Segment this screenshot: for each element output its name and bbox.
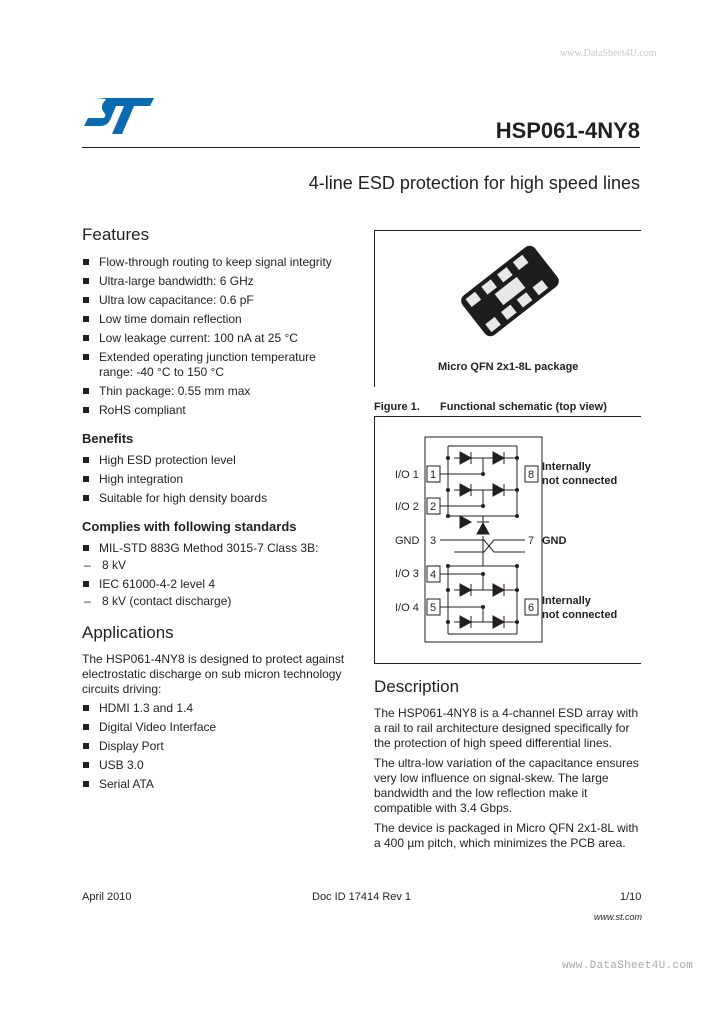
pin-label-io4: I/O 4 <box>395 602 419 614</box>
benefits-list <box>82 453 352 510</box>
document-subtitle: 4-line ESD protection for high speed lines <box>308 173 640 193</box>
description-paragraph-3: The device is packaged in Micro QFN 2x1-8L with a 400 µm pitch, which minimizes the PCB area. <box>374 821 639 850</box>
pin-number: 8 <box>528 469 535 481</box>
list-item: Extended operating junction temperature range: -40 °C to 150 °C <box>82 350 352 380</box>
list-item: Serial ATA <box>82 777 352 792</box>
footer-page-number: 1/10 <box>620 891 642 903</box>
list-item: Digital Video Interface <box>82 720 352 735</box>
applications-intro: The HSP061-4NY8 is designed to protect against electrostatic discharge on sub micron technology circuits driving: <box>82 652 345 696</box>
list-item: Suitable for high density boards <box>82 491 352 506</box>
description-heading: Description <box>374 677 460 696</box>
list-item: Ultra low capacitance: 0.6 pF <box>82 293 352 308</box>
features-list <box>82 255 352 422</box>
functional-schematic <box>374 416 640 662</box>
part-number: HSP061-4NY8 <box>495 118 640 143</box>
pin-number: 7 <box>528 535 535 547</box>
pin-label-io1: I/O 1 <box>395 469 419 481</box>
pin-number: 1 <box>430 469 437 481</box>
standard-sub-item: – 8 kV (contact discharge) <box>84 594 232 608</box>
pin-label-io2: I/O 2 <box>395 501 419 513</box>
pin-label-gnd-right: GND <box>542 535 567 547</box>
pin-number: 4 <box>430 569 437 581</box>
list-item: Ultra-large bandwidth: 6 GHz <box>82 274 352 289</box>
applications-heading: Applications <box>82 623 174 642</box>
pin-label-io3: I/O 3 <box>395 568 419 580</box>
watermark-bottom: www.DataSheet4U.com <box>562 960 694 972</box>
standard-sub-item: – 8 kV <box>84 558 127 572</box>
description-paragraph-1: The HSP061-4NY8 is a 4-channel ESD array with a rail to rail architecture designed specifically for the protection of high speed differential lines. <box>374 706 639 750</box>
list-item: Flow-through routing to keep signal integrity <box>82 255 352 270</box>
pin-number: 3 <box>430 535 437 547</box>
pin-label-nc-bot-1: Internally <box>542 595 591 607</box>
list-item: Thin package: 0.55 mm max <box>82 384 352 399</box>
description-paragraph-2: The ultra-low variation of the capacitance ensures very low influence on signal-skew. The large bandwidth and the low reflection make it compatible with 3.4 Gbps. <box>374 756 639 815</box>
pin-label-nc-top-2: not connected <box>542 475 618 487</box>
pin-label-nc-bot-2: not connected <box>542 609 618 621</box>
package-caption: Micro QFN 2x1-8L package <box>438 361 579 373</box>
list-item: IEC 61000-4-2 level 4 <box>82 577 352 592</box>
list-item: High ESD protection level <box>82 453 352 468</box>
list-item: HDMI 1.3 and 1.4 <box>82 701 352 716</box>
pin-number: 6 <box>528 602 535 614</box>
header-rule <box>82 147 640 148</box>
benefits-heading: Benefits <box>82 431 134 446</box>
figure-title: Functional schematic (top view) <box>440 401 607 413</box>
figure-number: Figure 1. <box>374 401 420 413</box>
list-item: Low leakage current: 100 nA at 25 °C <box>82 331 352 346</box>
st-logo <box>82 96 156 136</box>
footer-url-link[interactable]: www.st.com <box>594 912 643 922</box>
features-heading: Features <box>82 225 150 244</box>
list-item: Display Port <box>82 739 352 754</box>
list-item: Low time domain reflection <box>82 312 352 327</box>
applications-list <box>82 701 352 796</box>
figure-caption <box>374 401 607 413</box>
list-item: USB 3.0 <box>82 758 352 773</box>
list-item: RoHS compliant <box>82 403 352 418</box>
pin-label-gnd: GND <box>395 535 420 547</box>
watermark-top: www.DataSheet4U.com <box>560 48 657 59</box>
footer-date: April 2010 <box>82 891 132 903</box>
package-image <box>450 244 570 338</box>
pin-number: 2 <box>430 501 437 513</box>
list-item: High integration <box>82 472 352 487</box>
pin-number: 5 <box>430 602 437 614</box>
standards-heading: Complies with following standards <box>82 519 297 534</box>
list-item: MIL-STD 883G Method 3015-7 Class 3B: <box>82 541 352 556</box>
footer-doc-id: Doc ID 17414 Rev 1 <box>312 891 412 903</box>
pin-label-nc-top-1: Internally <box>542 461 591 473</box>
